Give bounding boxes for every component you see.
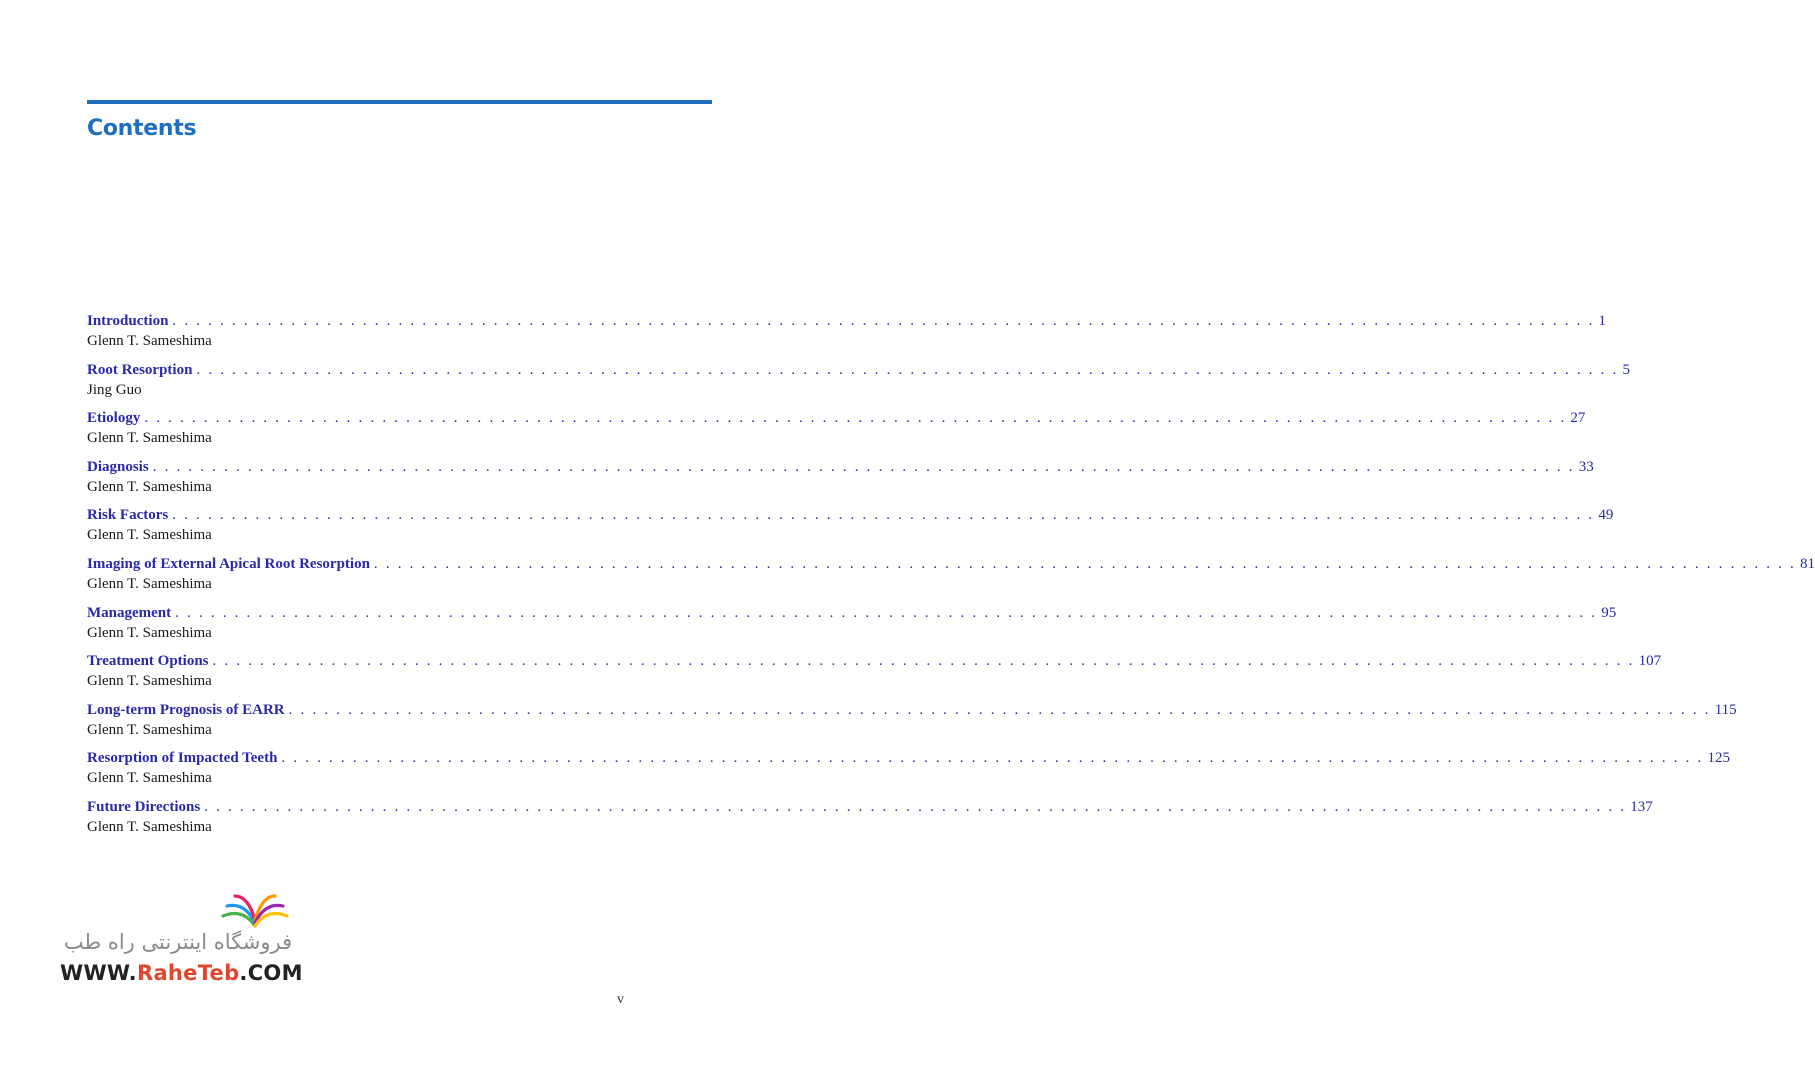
toc-chapter-title[interactable]: Resorption of Impacted Teeth (87, 750, 278, 767)
toc-chapter-title[interactable]: Diagnosis (87, 458, 149, 475)
toc-entry[interactable] (87, 554, 1815, 603)
toc-leader-dots: . . . . . . . . . . . . . . . . . . . . . . . . . . . . . . . . . . . . . . . . . . . . . . . . . . . . . . . . . . . . . . . . . . . . . . . . . . . . . . . . . . . . . . . . . . . . . . . . . . . . . . . . . . . . . . . . . . . . . . . . (172, 313, 1595, 329)
table-of-contents (87, 311, 1815, 846)
toc-chapter-title[interactable]: Treatment Options (87, 653, 209, 670)
toc-page-number[interactable]: 95 (1601, 604, 1617, 621)
toc-title-line[interactable] (87, 651, 1662, 671)
toc-author: Glenn T. Sameshima (87, 575, 212, 592)
toc-title-line[interactable] (87, 797, 1653, 817)
toc-leader-dots: . . . . . . . . . . . . . . . . . . . . . . . . . . . . . . . . . . . . . . . . . . . . . . . . . . . . . . . . . . . . . . . . . . . . . . . . . . . . . . . . . . . . . . . . . . . . . . . . . . . . . . . . . . . . . . . . . . . . . . . . (204, 798, 1627, 815)
toc-title-line[interactable] (87, 311, 1606, 331)
toc-chapter-title[interactable]: Future Directions (87, 798, 201, 815)
toc-author: Glenn T. Sameshima (87, 673, 212, 690)
toc-entry[interactable] (87, 603, 1617, 652)
toc-author: Glenn T. Sameshima (87, 721, 212, 738)
toc-leader-dots: . . . . . . . . . . . . . . . . . . . . . . . . . . . . . . . . . . . . . . . . . . . . . . . . . . . . . . . . . . . . . . . . . . . . . . . . . . . . . . . . . . . . . . . . . . . . . . . . . . . . . . . . . . . . . . . . . . . . . . . . (175, 604, 1598, 621)
watermark-url-suffix: .COM (239, 961, 303, 985)
toc-chapter-title[interactable]: Imaging of External Apical Root Resorption (87, 555, 370, 572)
toc-page-number[interactable]: 49 (1598, 507, 1614, 524)
toc-page-number[interactable]: 1 (1598, 313, 1606, 329)
toc-leader-dots: . . . . . . . . . . . . . . . . . . . . . . . . . . . . . . . . . . . . . . . . . . . . . . . . . . . . . . . . . . . . . . . . . . . . . . . . . . . . . . . . . . . . . . . . . . . . . . . . . . . . . . . . . . . . . . . . . . . . . . . . (373, 555, 1796, 572)
toc-page-number[interactable]: 115 (1714, 701, 1737, 718)
toc-author: Glenn T. Sameshima (87, 478, 212, 495)
toc-title-line[interactable] (87, 554, 1815, 574)
toc-leader-dots: . . . . . . . . . . . . . . . . . . . . . . . . . . . . . . . . . . . . . . . . . . . . . . . . . . . . . . . . . . . . . . . . . . . . . . . . . . . . . . . . . . . . . . . . . . . . . . . . . . . . . . . . . . . . . . . . . . . . . . . . (144, 410, 1567, 427)
toc-page-number[interactable]: 107 (1638, 653, 1662, 670)
toc-page-number[interactable]: 137 (1630, 798, 1653, 815)
watermark-url-brand: RaheTeb (136, 961, 240, 985)
toc-page-number[interactable]: 81 (1799, 555, 1815, 572)
watermark-url-prefix: WWW. (60, 961, 137, 985)
toc-page-number[interactable]: 125 (1707, 750, 1730, 767)
toc-entry[interactable] (87, 748, 1730, 797)
toc-entry[interactable] (87, 360, 1630, 409)
toc-chapter-title[interactable]: Etiology (87, 410, 141, 427)
toc-entry[interactable] (87, 457, 1594, 506)
toc-leader-dots: . . . . . . . . . . . . . . . . . . . . . . . . . . . . . . . . . . . . . . . . . . . . . . . . . . . . . . . . . . . . . . . . . . . . . . . . . . . . . . . . . . . . . . . . . . . . . . . . . . . . . . . . . . . . . . . . . . . . . . . . (288, 701, 1711, 718)
watermark-persian-text: فروشگاه اینترنتی راه طب (63, 930, 293, 954)
watermark-url (60, 961, 303, 985)
toc-entry[interactable] (87, 797, 1653, 846)
toc-chapter-title[interactable]: Risk Factors (87, 507, 169, 524)
toc-chapter-title[interactable]: Root Resorption (87, 361, 193, 378)
page-number: v (617, 992, 624, 1007)
toc-entry[interactable] (87, 408, 1586, 457)
toc-leader-dots: . . . . . . . . . . . . . . . . . . . . . . . . . . . . . . . . . . . . . . . . . . . . . . . . . . . . . . . . . . . . . . . . . . . . . . . . . . . . . . . . . . . . . . . . . . . . . . . . . . . . . . . . . . . . . . . . . . . . . . . . (172, 507, 1595, 524)
toc-author: Glenn T. Sameshima (87, 430, 212, 447)
toc-author: Glenn T. Sameshima (87, 770, 212, 787)
toc-page-number[interactable]: 27 (1570, 410, 1586, 427)
toc-title-line[interactable] (87, 505, 1614, 525)
toc-title-line[interactable] (87, 748, 1730, 768)
toc-entry[interactable] (87, 651, 1662, 700)
toc-title-line[interactable] (87, 408, 1586, 428)
toc-page-number[interactable]: 5 (1622, 361, 1630, 378)
toc-entry[interactable] (87, 700, 1737, 749)
toc-leader-dots: . . . . . . . . . . . . . . . . . . . . . . . . . . . . . . . . . . . . . . . . . . . . . . . . . . . . . . . . . . . . . . . . . . . . . . . . . . . . . . . . . . . . . . . . . . . . . . . . . . . . . . . . . . . . . . . . . . . . . . . . (281, 750, 1704, 767)
toc-title-line[interactable] (87, 457, 1594, 477)
toc-title-line[interactable] (87, 603, 1617, 623)
toc-entry[interactable] (87, 311, 1606, 360)
toc-page-number[interactable]: 33 (1578, 458, 1594, 475)
toc-leader-dots: . . . . . . . . . . . . . . . . . . . . . . . . . . . . . . . . . . . . . . . . . . . . . . . . . . . . . . . . . . . . . . . . . . . . . . . . . . . . . . . . . . . . . . . . . . . . . . . . . . . . . . . . . . . . . . . . . . . . . . . . (152, 458, 1575, 475)
toc-chapter-title[interactable]: Long-term Prognosis of EARR (87, 701, 285, 718)
toc-entry[interactable] (87, 505, 1614, 554)
watermark-logo (58, 890, 303, 990)
toc-author: Glenn T. Sameshima (87, 624, 212, 641)
toc-chapter-title[interactable]: Management (87, 604, 172, 621)
toc-author: Jing Guo (87, 381, 142, 398)
header-rule (87, 100, 712, 104)
toc-author: Glenn T. Sameshima (87, 527, 212, 544)
toc-title-line[interactable] (87, 700, 1737, 720)
toc-title-line[interactable] (87, 360, 1630, 380)
toc-author: Glenn T. Sameshima (87, 333, 212, 349)
toc-leader-dots: . . . . . . . . . . . . . . . . . . . . . . . . . . . . . . . . . . . . . . . . . . . . . . . . . . . . . . . . . . . . . . . . . . . . . . . . . . . . . . . . . . . . . . . . . . . . . . . . . . . . . . . . . . . . . . . . . . . . . . . . (212, 653, 1635, 670)
toc-leader-dots: . . . . . . . . . . . . . . . . . . . . . . . . . . . . . . . . . . . . . . . . . . . . . . . . . . . . . . . . . . . . . . . . . . . . . . . . . . . . . . . . . . . . . . . . . . . . . . . . . . . . . . . . . . . . . . . . . . . . . . . . (196, 361, 1619, 378)
toc-chapter-title[interactable]: Introduction (87, 313, 169, 329)
open-book-icon (215, 890, 295, 930)
page-title: Contents (87, 116, 197, 141)
toc-author: Glenn T. Sameshima (87, 818, 212, 835)
